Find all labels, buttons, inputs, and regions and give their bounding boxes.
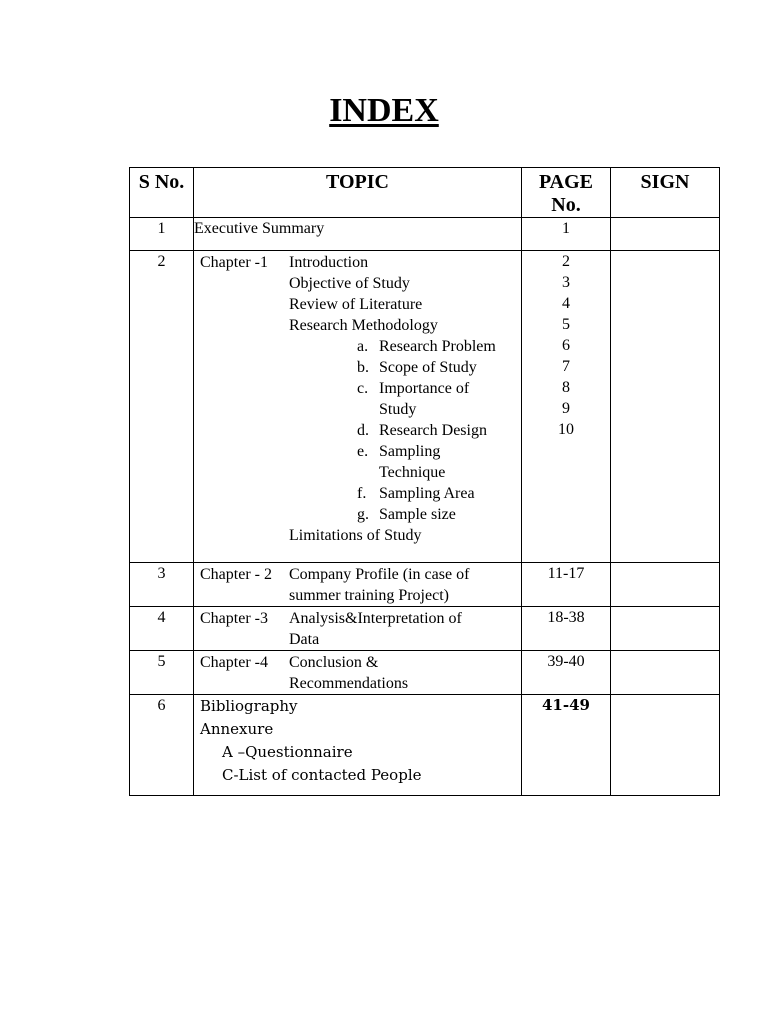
subtopic-item (289, 378, 521, 420)
row-page: 1 (522, 218, 611, 251)
row-page: 39-40 (522, 651, 611, 695)
subtopic-text: Sampling Technique (379, 443, 446, 481)
chapter-label: Chapter -3 (200, 610, 268, 627)
subtopic-letter: c. (357, 380, 369, 397)
row-pages (522, 251, 611, 563)
header-topic: TOPIC (194, 168, 522, 218)
row-topic: Executive Summary (194, 218, 522, 251)
header-sno: S No. (130, 168, 194, 218)
bibliography-block (194, 695, 521, 787)
row-sno: 4 (130, 607, 194, 651)
topic-item: Bibliography (200, 697, 298, 715)
subtopic-item (289, 483, 521, 504)
row-topic (194, 651, 522, 695)
header-page: PAGE No. (522, 168, 611, 218)
row-page: 11-17 (522, 563, 611, 607)
table-row (130, 695, 720, 796)
page-number: 10 (558, 421, 574, 438)
table-row (130, 218, 720, 251)
chapter-topics (289, 252, 521, 546)
topic-item: Research Methodology (289, 317, 438, 334)
row-sign (611, 651, 720, 695)
topic-item: Company Profile (in case of summer training Project) (289, 566, 470, 604)
row-topic (194, 607, 522, 651)
row-topic (194, 695, 522, 796)
subtopic-letter: e. (357, 443, 369, 460)
chapter-label: Chapter -1 (200, 254, 268, 271)
page-number: 6 (562, 337, 570, 354)
page-number: 7 (562, 358, 570, 375)
header-sign: SIGN (611, 168, 720, 218)
subtopic-text: Scope of Study (379, 359, 477, 376)
row-page: 18-38 (522, 607, 611, 651)
row-sign (611, 251, 720, 563)
row-sno: 2 (130, 251, 194, 563)
subtopic-item (289, 336, 521, 357)
page-number: 4 (562, 295, 570, 312)
row-topic (194, 563, 522, 607)
row-topic (194, 251, 522, 563)
table-header-row (130, 168, 720, 218)
row-sign (611, 218, 720, 251)
subtopic-letter: b. (357, 359, 369, 376)
page-title: INDEX (329, 92, 439, 129)
topic-item: Annexure (200, 720, 274, 738)
page-number: 3 (562, 274, 570, 291)
topic-item: Introduction (289, 254, 369, 271)
chapter-label: Chapter - 2 (200, 566, 272, 583)
subtopic-text: Sample size (379, 506, 456, 523)
subtopic-text: Research Design (379, 422, 487, 439)
page-number: 2 (562, 253, 570, 270)
topic-item: Analysis&Interpretation of Data (289, 610, 462, 648)
row-sign (611, 607, 720, 651)
subtopic-text: Sampling Area (379, 485, 475, 502)
subtopic-letter: f. (357, 485, 367, 502)
row-sign (611, 695, 720, 796)
table-row (130, 607, 720, 651)
table-row (130, 251, 720, 563)
subtopic-item (289, 420, 521, 441)
subtopic-letter: d. (357, 422, 369, 439)
subtopic-item (289, 441, 521, 483)
chapter-label: Chapter -4 (200, 654, 268, 671)
subtopic-letter: g. (357, 506, 369, 523)
subtopic-text: Research Problem (379, 338, 496, 355)
row-sign (611, 563, 720, 607)
row-sno: 5 (130, 651, 194, 695)
row-sno: 1 (130, 218, 194, 251)
subtopic-text: Importance of Study (379, 380, 470, 418)
topic-item: Conclusion & Recommendations (289, 654, 409, 692)
subtopic-item (289, 357, 521, 378)
page-number: 8 (562, 379, 570, 396)
page-number: 5 (562, 316, 570, 333)
topic-item: Review of Literature (289, 296, 423, 313)
index-table (129, 167, 720, 796)
row-sno: 6 (130, 695, 194, 796)
annexure-item: A –Questionnaire (222, 743, 353, 761)
row-page: 41-49 (522, 695, 611, 796)
subtopic-letter: a. (357, 338, 369, 355)
topic-item: Objective of Study (289, 275, 410, 292)
row-sno: 3 (130, 563, 194, 607)
table-row (130, 651, 720, 695)
page-number: 9 (562, 400, 570, 417)
subtopic-item (289, 504, 521, 525)
annexure-item: C-List of contacted People (222, 766, 422, 784)
topic-item: Limitations of Study (289, 527, 422, 544)
table-row (130, 563, 720, 607)
